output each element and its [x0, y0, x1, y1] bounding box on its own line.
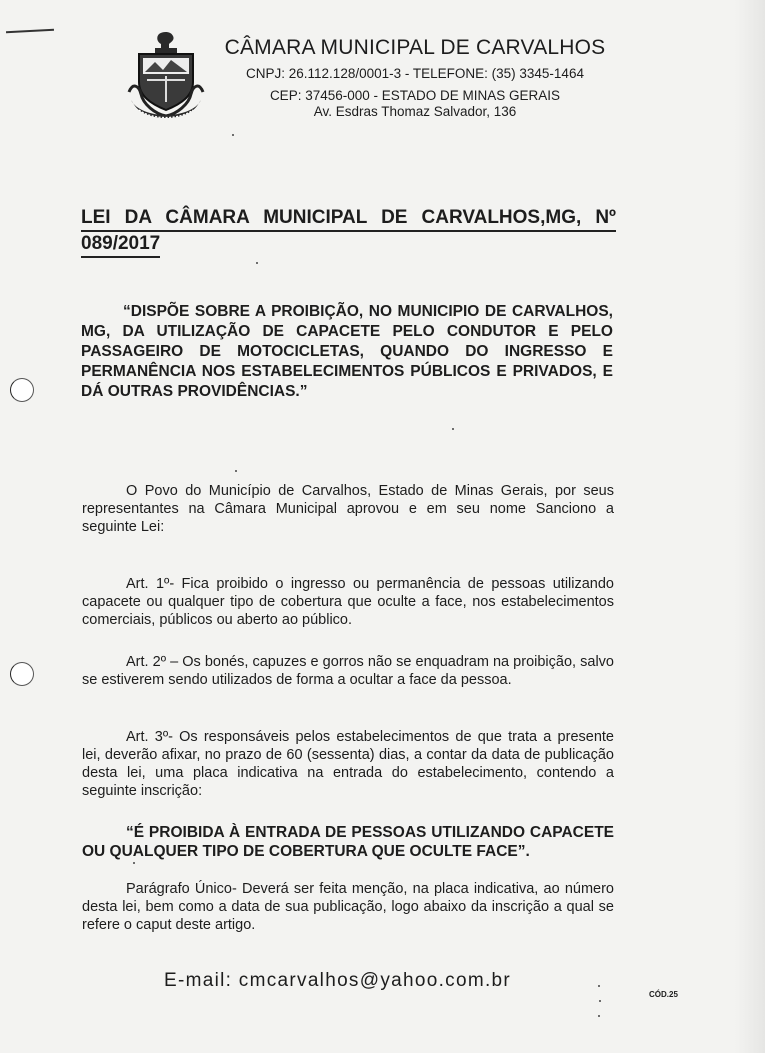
law-title	[81, 206, 616, 258]
law-ementa: “DISPÕE SOBRE A PROIBIÇÃO, NO MUNICIPIO DE CARVALHOS, MG, DA UTILIZAÇÃO DE CAPACETE PELO CONDUTOR E PELO PASSAGEIRO DE MOTOCICLETAS, QUANDO DO INGRESSO E PERMANÊNCIA NOS ESTABELECIMENTOS PÚBLICOS E PRIVADOS, E DÁ OUTRAS PROVIDÊNCIAS.”	[81, 303, 613, 400]
scan-edge-shadow	[735, 0, 765, 1053]
article-1: Art. 1º- Fica proibido o ingresso ou permanência de pessoas utilizando capacete ou qualquer tipo de cobertura que oculte a face, nos estabelecimentos comerciais, públicos ou aberto ao público.	[82, 576, 614, 628]
law-title-number: 089/2017	[81, 232, 160, 258]
document-code: CÓD.25	[649, 990, 678, 999]
article-3: Art. 3º- Os responsáveis pelos estabelecimentos de que trata a presente lei, deverão afixar, no prazo de 60 (sessenta) dias, a contar da data de publicação desta lei, uma placa indicativa na entrada do estabelecimento, contendo a seguinte inscrição:	[82, 729, 614, 799]
required-inscription: “É PROIBIDA À ENTRADA DE PESSOAS UTILIZANDO CAPACETE OU QUALQUER TIPO DE COBERTURA QUE OCULTE FACE”.	[82, 824, 614, 860]
pen-mark	[6, 29, 54, 34]
article-2: Art. 2º – Os bonés, capuzes e gorros não se enquadram na proibição, salvo se estiverem sendo utilizados de forma a ocultar a face da pessoa.	[82, 654, 614, 688]
footer-email: E-mail: cmcarvalhos@yahoo.com.br	[164, 970, 512, 991]
punch-hole-icon	[10, 662, 34, 686]
law-title-line-1: LEI DA CÂMARA MUNICIPAL DE CARVALHOS,MG, Nº	[81, 206, 616, 232]
municipal-coat-of-arms-icon	[125, 30, 207, 126]
punch-hole-icon	[10, 378, 34, 402]
cep-state-line: CEP: 37456-000 - ESTADO DE MINAS GERAIS	[269, 88, 561, 103]
address-line: Av. Esdras Thomaz Salvador, 136	[313, 104, 517, 119]
institution-name: CÂMARA MUNICIPAL DE CARVALHOS	[224, 36, 606, 59]
cnpj-phone-line: CNPJ: 26.112.128/0001-3 - TELEFONE: (35) 3345-1464	[246, 66, 584, 81]
sole-paragraph: Parágrafo Único- Deverá ser feita menção, na placa indicativa, ao número desta lei, bem como a data de sua publicação, logo abaixo da inscrição a qual se refere o caput deste artigo.	[82, 881, 614, 933]
enactment-paragraph: O Povo do Município de Carvalhos, Estado de Minas Gerais, por seus representantes na Câmara Municipal aprovou e em seu nome Sanciono a seguinte Lei:	[82, 483, 614, 535]
